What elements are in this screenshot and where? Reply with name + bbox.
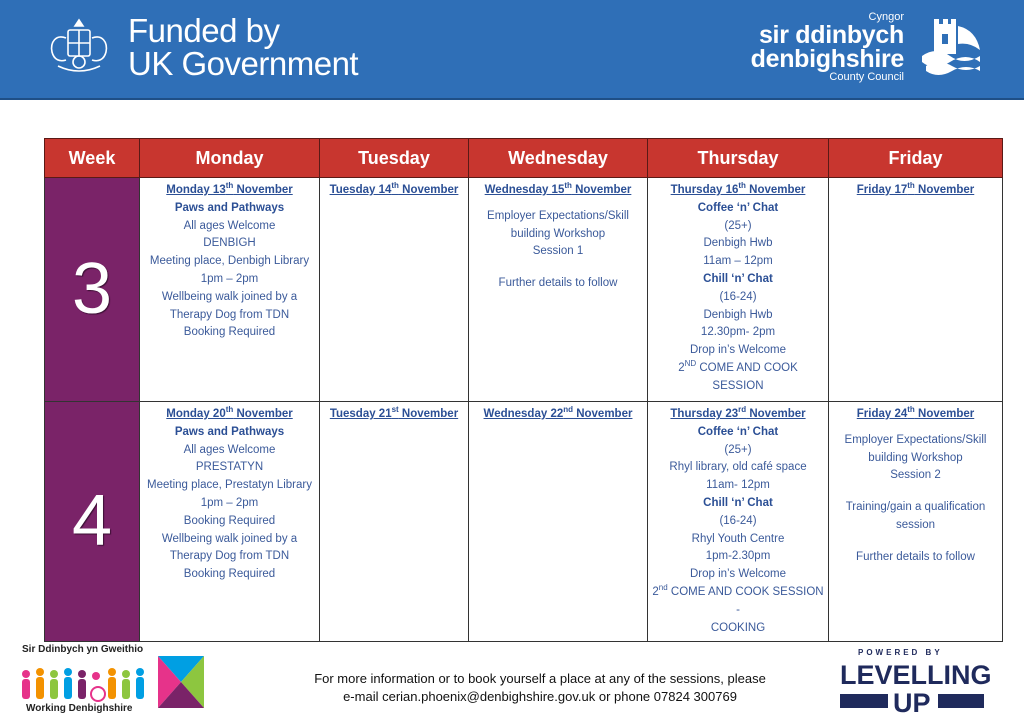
header-thursday: Thursday	[648, 139, 829, 178]
spacer	[473, 261, 643, 275]
day-heading: Monday 13th November	[166, 181, 293, 196]
event-line: session	[896, 518, 935, 531]
event-line: All ages Welcome	[183, 219, 276, 232]
table-row	[45, 402, 1003, 642]
contact-info	[300, 670, 780, 706]
event-line: Wellbeing walk joined by a	[161, 532, 298, 545]
event-line: Booking Required	[183, 568, 276, 581]
council-logo-text	[751, 12, 904, 83]
header-tuesday: Tuesday	[320, 139, 469, 178]
header-monday: Monday	[140, 139, 320, 178]
event-line: Session 2	[890, 469, 941, 482]
event-line: (16-24)	[719, 290, 757, 303]
spacer	[833, 424, 998, 432]
day-heading: Friday 24th November	[856, 405, 975, 420]
event-line: 2ND COME AND COOK SESSION	[678, 359, 798, 392]
event-line: Booking Required	[183, 326, 276, 339]
event-line: Rhyl library, old café space	[669, 461, 807, 474]
event-note: Further details to follow	[498, 277, 618, 290]
day-heading: Monday 20th November	[166, 405, 293, 420]
event-title: Coffee ‘n’ Chat	[697, 425, 779, 438]
levelling-bar-right	[938, 694, 984, 708]
funded-line-1: Funded by	[128, 12, 280, 49]
event-line: 1pm-2.30pm	[705, 550, 771, 563]
event-line: Therapy Dog from TDN	[169, 308, 290, 321]
royal-crest-icon	[44, 16, 114, 80]
powered-by: POWERED BY	[858, 648, 943, 657]
header-banner	[0, 0, 1024, 100]
header-friday: Friday	[829, 139, 1003, 178]
event-line: Denbigh Hwb	[703, 308, 773, 321]
event-line: Meeting place, Denbigh Library	[149, 255, 310, 268]
cell-monday	[140, 402, 320, 642]
event-line: DENBIGH	[203, 237, 256, 250]
event-line: Booking Required	[183, 514, 276, 527]
wd-title: Sir Ddinbych yn Gweithio	[22, 644, 144, 655]
event-line: Employer Expectations/Skill	[844, 433, 987, 446]
event-line: building Workshop	[510, 227, 606, 240]
spacer	[833, 535, 998, 549]
event-title: Paws and Pathways	[174, 425, 285, 438]
event-line: PRESTATYN	[195, 461, 264, 474]
levelling-text: LEVELLING	[840, 660, 992, 690]
contact-line-2: e-mail cerian.phoenix@denbighshire.gov.uk or phone 07824 300769	[343, 689, 737, 704]
day-heading: Thursday 16th November	[670, 181, 806, 196]
week-number: 4	[45, 402, 140, 642]
event-line: Drop in’s Welcome	[689, 568, 787, 581]
event-line: (25+)	[724, 443, 752, 456]
week-number: 3	[45, 178, 140, 402]
funded-line-2: UK Government	[128, 45, 359, 82]
contact-line-1: For more information or to book yourself a place at any of the sessions, please	[314, 671, 766, 686]
event-title: Chill ‘n’ Chat	[703, 496, 773, 509]
day-heading: Wednesday 22nd November	[483, 405, 633, 420]
cell-tuesday	[320, 402, 469, 642]
event-line: Rhyl Youth Centre	[691, 532, 785, 545]
event-line: (16-24)	[719, 514, 757, 527]
spacer	[833, 485, 998, 499]
event-line: Training/gain a qualification	[845, 501, 986, 514]
day-heading: Friday 17th November	[856, 181, 975, 196]
day-heading: Thursday 23rd November	[670, 405, 806, 420]
event-line: 1pm – 2pm	[200, 272, 259, 285]
event-line: Drop in’s Welcome	[689, 344, 787, 357]
levelling-bar-left	[840, 694, 888, 708]
event-line: 12.30pm- 2pm	[700, 326, 776, 339]
event-line: Session 1	[532, 245, 584, 258]
cell-friday	[829, 178, 1003, 402]
event-line: 2nd COME AND COOK SESSION -	[652, 583, 824, 616]
event-line: 11am- 12pm	[706, 479, 770, 492]
funded-by-title	[128, 14, 358, 80]
day-heading: Tuesday 21st November	[329, 405, 459, 420]
event-title: Chill ‘n’ Chat	[703, 272, 773, 285]
council-sub: County Council	[829, 71, 904, 83]
cell-tuesday	[320, 178, 469, 402]
event-line: Meeting place, Prestatyn Library	[147, 479, 312, 492]
cell-wednesday	[469, 178, 648, 402]
event-title: Coffee ‘n’ Chat	[697, 201, 779, 214]
event-title: Paws and Pathways	[174, 201, 285, 214]
event-line: Denbigh Hwb	[703, 237, 773, 250]
cell-wednesday	[469, 402, 648, 642]
header-row	[45, 139, 1003, 178]
council-welsh-name: sir ddinbych	[758, 21, 904, 49]
people-graphic-icon	[18, 656, 204, 708]
event-line: All ages Welcome	[183, 443, 276, 456]
council-cyngor: Cyngor	[868, 11, 904, 23]
cell-friday	[829, 402, 1003, 642]
header-wednesday: Wednesday	[469, 139, 648, 178]
event-line: 1pm – 2pm	[200, 496, 259, 509]
header-week: Week	[45, 139, 140, 178]
up-text: UP	[893, 688, 931, 718]
wd-bottom: Working Denbighshire	[26, 703, 133, 714]
event-note: Further details to follow	[856, 550, 975, 563]
castle-wave-icon	[918, 16, 984, 80]
event-line: (25+)	[724, 219, 752, 232]
table-row	[45, 178, 1003, 402]
cell-thursday	[648, 402, 829, 642]
cell-monday	[140, 178, 320, 402]
event-line: building Workshop	[868, 451, 963, 464]
event-line: Wellbeing walk joined by a	[161, 290, 298, 303]
day-heading: Tuesday 14th November	[329, 181, 459, 196]
event-line: Therapy Dog from TDN	[169, 550, 290, 563]
cell-thursday	[648, 178, 829, 402]
spacer	[473, 200, 643, 208]
event-line: Employer Expectations/Skill	[487, 209, 629, 222]
day-heading: Wednesday 15th November	[484, 181, 632, 196]
event-line: COOKING	[710, 621, 766, 634]
council-english-name: denbighshire	[750, 45, 904, 73]
event-line: 11am – 12pm	[703, 255, 773, 268]
timetable	[44, 138, 1003, 642]
